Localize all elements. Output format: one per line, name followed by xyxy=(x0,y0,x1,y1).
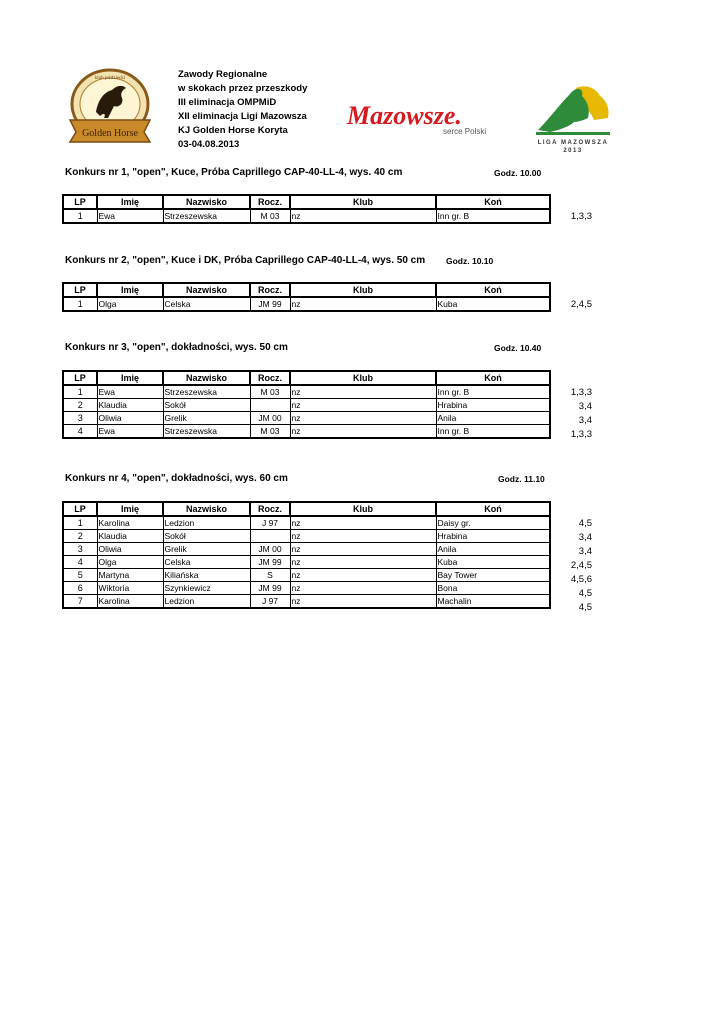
cell-rocz: JM 00 xyxy=(250,412,290,425)
col-kon: Koń xyxy=(436,502,550,516)
cell-imie: Klaudia xyxy=(97,530,163,543)
table-row xyxy=(63,425,550,439)
col-nazwisko: Nazwisko xyxy=(163,283,250,297)
col-klub: Klub xyxy=(290,283,436,297)
table-row xyxy=(63,582,550,595)
cell-kon: Anila xyxy=(436,412,550,425)
cell-lp: 2 xyxy=(63,399,97,412)
cell-rocz: JM 99 xyxy=(250,297,290,311)
cell-klub: nz xyxy=(290,297,436,311)
cell-lp: 3 xyxy=(63,543,97,556)
mazowsze-tagline: serce Polski xyxy=(443,127,487,136)
cell-imie: Wiktoria xyxy=(97,582,163,595)
extra-value: 2,4,5 xyxy=(570,299,592,310)
cell-kon: Hrabina xyxy=(436,399,550,412)
extra-values xyxy=(552,386,592,442)
competition-title: Konkurs nr 1, "open", Kuce, Próba Caprillego CAP-40-LL-4, wys. 40 cm xyxy=(65,167,403,178)
col-nazwisko: Nazwisko xyxy=(163,502,250,516)
cell-klub: nz xyxy=(290,425,436,439)
cell-klub: nz xyxy=(290,209,436,223)
cell-lp: 6 xyxy=(63,582,97,595)
col-klub: Klub xyxy=(290,195,436,209)
col-lp: LP xyxy=(63,502,97,516)
cell-klub: nz xyxy=(290,582,436,595)
table-row xyxy=(63,543,550,556)
extra-value: 4,5 xyxy=(578,588,592,599)
header-line-5: KJ Golden Horse Koryta xyxy=(178,125,288,136)
cell-nazwisko: Szynkiewicz xyxy=(163,582,250,595)
cell-rocz: M 03 xyxy=(250,209,290,223)
col-imie: Imię xyxy=(97,283,163,297)
cell-imie: Ewa xyxy=(97,385,163,399)
competition-time: Godz. 10.00 xyxy=(494,168,542,178)
table-row xyxy=(63,412,550,425)
extra-values xyxy=(552,210,592,224)
table-header-row xyxy=(63,371,550,385)
col-rocz: Rocz. xyxy=(250,502,290,516)
table-row xyxy=(63,399,550,412)
extra-value: 4,5 xyxy=(578,518,592,529)
competition-time: Godz. 11.10 xyxy=(498,474,545,484)
col-rocz: Rocz. xyxy=(250,195,290,209)
cell-lp: 1 xyxy=(63,516,97,530)
cell-imie: Klaudia xyxy=(97,399,163,412)
extra-value: 1,3,3 xyxy=(570,211,592,222)
cell-rocz xyxy=(250,399,290,412)
extra-value: 2,4,5 xyxy=(570,560,592,571)
cell-lp: 3 xyxy=(63,412,97,425)
col-klub: Klub xyxy=(290,502,436,516)
cell-rocz: J 97 xyxy=(250,516,290,530)
cell-kon: Bona xyxy=(436,582,550,595)
cell-lp: 7 xyxy=(63,595,97,609)
cell-klub: nz xyxy=(290,412,436,425)
event-header xyxy=(178,68,307,152)
header-line-4: XII eliminacja Ligi Mazowsza xyxy=(178,111,307,122)
competition-title: Konkurs nr 4, "open", dokładności, wys. 60 cm xyxy=(65,473,288,484)
results-table xyxy=(62,282,551,312)
cell-lp: 5 xyxy=(63,569,97,582)
cell-kon: Machalin xyxy=(436,595,550,609)
table-row xyxy=(63,209,550,223)
extra-value: 1,3,3 xyxy=(570,387,592,398)
golden-horse-ring-text: klub jeździecki xyxy=(94,76,126,81)
col-kon: Koń xyxy=(436,195,550,209)
cell-imie: Oliwia xyxy=(97,412,163,425)
competition-time: Godz. 10.40 xyxy=(494,343,542,353)
table-row xyxy=(63,516,550,530)
col-kon: Koń xyxy=(436,371,550,385)
cell-rocz xyxy=(250,530,290,543)
cell-nazwisko: Ledzion xyxy=(163,595,250,609)
golden-horse-banner-text: Golden Horse xyxy=(82,128,138,139)
extra-values xyxy=(552,298,592,312)
table-header-row xyxy=(63,283,550,297)
cell-klub: nz xyxy=(290,516,436,530)
cell-rocz: JM 00 xyxy=(250,543,290,556)
cell-nazwisko: Sokół xyxy=(163,530,250,543)
table-row xyxy=(63,385,550,399)
extra-value: 3,4 xyxy=(578,401,592,412)
cell-imie: Karolina xyxy=(97,595,163,609)
cell-lp: 2 xyxy=(63,530,97,543)
results-table xyxy=(62,194,551,224)
cell-rocz: J 97 xyxy=(250,595,290,609)
cell-klub: nz xyxy=(290,569,436,582)
table-row xyxy=(63,297,550,311)
col-klub: Klub xyxy=(290,371,436,385)
cell-klub: nz xyxy=(290,385,436,399)
golden-horse-logo xyxy=(60,68,160,148)
cell-nazwisko: Grelik xyxy=(163,543,250,556)
cell-nazwisko: Strzeszewska xyxy=(163,425,250,439)
cell-klub: nz xyxy=(290,530,436,543)
mazowsze-logo-text: Mazowsze. xyxy=(347,101,462,130)
col-rocz: Rocz. xyxy=(250,371,290,385)
cell-imie: Olga xyxy=(97,297,163,311)
cell-rocz: JM 99 xyxy=(250,582,290,595)
cell-rocz: M 03 xyxy=(250,385,290,399)
liga-logo-text: LIGA MAZOWSZA xyxy=(537,140,609,146)
extra-value: 4,5,6 xyxy=(570,574,592,585)
table-row xyxy=(63,530,550,543)
cell-rocz: M 03 xyxy=(250,425,290,439)
cell-imie: Martyna xyxy=(97,569,163,582)
cell-rocz: JM 99 xyxy=(250,556,290,569)
col-lp: LP xyxy=(63,371,97,385)
cell-lp: 4 xyxy=(63,425,97,439)
cell-nazwisko: Strzeszewska xyxy=(163,209,250,223)
cell-kon: Bay Tower xyxy=(436,569,550,582)
header-line-2: w skokach przez przeszkody xyxy=(178,83,308,94)
liga-logo-year: 2013 xyxy=(563,148,583,154)
col-imie: Imię xyxy=(97,502,163,516)
competition-title: Konkurs nr 3, "open", dokładności, wys. 50 cm xyxy=(65,342,288,353)
cell-nazwisko: Kiliańska xyxy=(163,569,250,582)
col-rocz: Rocz. xyxy=(250,283,290,297)
cell-nazwisko: Celska xyxy=(163,297,250,311)
cell-nazwisko: Strzeszewska xyxy=(163,385,250,399)
cell-imie: Karolina xyxy=(97,516,163,530)
cell-klub: nz xyxy=(290,399,436,412)
col-kon: Koń xyxy=(436,283,550,297)
cell-kon: Kuba xyxy=(436,297,550,311)
col-lp: LP xyxy=(63,195,97,209)
extra-value: 1,3,3 xyxy=(570,429,592,440)
header-line-3: III eliminacja OMPMiD xyxy=(178,97,277,108)
results-table xyxy=(62,501,551,609)
cell-nazwisko: Grelik xyxy=(163,412,250,425)
competition-time: Godz. 10.10 xyxy=(446,256,494,266)
cell-imie: Ewa xyxy=(97,209,163,223)
cell-rocz: S xyxy=(250,569,290,582)
cell-nazwisko: Sokół xyxy=(163,399,250,412)
col-nazwisko: Nazwisko xyxy=(163,371,250,385)
cell-kon: Daisy gr. xyxy=(436,516,550,530)
cell-kon: Inn gr. B xyxy=(436,385,550,399)
cell-kon: Hrabina xyxy=(436,530,550,543)
col-imie: Imię xyxy=(97,195,163,209)
extra-value: 3,4 xyxy=(578,532,592,543)
cell-klub: nz xyxy=(290,543,436,556)
extra-value: 3,4 xyxy=(578,415,592,426)
extra-values xyxy=(552,517,592,615)
table-header-row xyxy=(63,502,550,516)
cell-lp: 1 xyxy=(63,297,97,311)
cell-kon: Kuba xyxy=(436,556,550,569)
competition-title: Konkurs nr 2, "open", Kuce i DK, Próba Caprillego CAP-40-LL-4, wys. 50 cm xyxy=(65,255,426,266)
cell-lp: 4 xyxy=(63,556,97,569)
extra-value: 3,4 xyxy=(578,546,592,557)
col-lp: LP xyxy=(63,283,97,297)
header-line-6: 03-04.08.2013 xyxy=(178,139,240,150)
cell-imie: Ewa xyxy=(97,425,163,439)
col-nazwisko: Nazwisko xyxy=(163,195,250,209)
col-imie: Imię xyxy=(97,371,163,385)
cell-klub: nz xyxy=(290,556,436,569)
results-table xyxy=(62,370,551,439)
mazowsze-logo xyxy=(345,100,495,140)
table-row xyxy=(63,569,550,582)
cell-nazwisko: Ledzion xyxy=(163,516,250,530)
cell-lp: 1 xyxy=(63,385,97,399)
table-header-row xyxy=(63,195,550,209)
extra-value: 4,5 xyxy=(578,602,592,613)
table-row xyxy=(63,595,550,609)
liga-mazowsza-logo xyxy=(530,78,616,154)
cell-imie: Olga xyxy=(97,556,163,569)
cell-imie: Oliwia xyxy=(97,543,163,556)
table-row xyxy=(63,556,550,569)
cell-nazwisko: Celska xyxy=(163,556,250,569)
header-line-1: Zawody Regionalne xyxy=(178,69,268,80)
cell-klub: nz xyxy=(290,595,436,609)
cell-kon: Inn gr. B xyxy=(436,425,550,439)
cell-lp: 1 xyxy=(63,209,97,223)
cell-kon: Inn gr. B xyxy=(436,209,550,223)
cell-kon: Anila xyxy=(436,543,550,556)
